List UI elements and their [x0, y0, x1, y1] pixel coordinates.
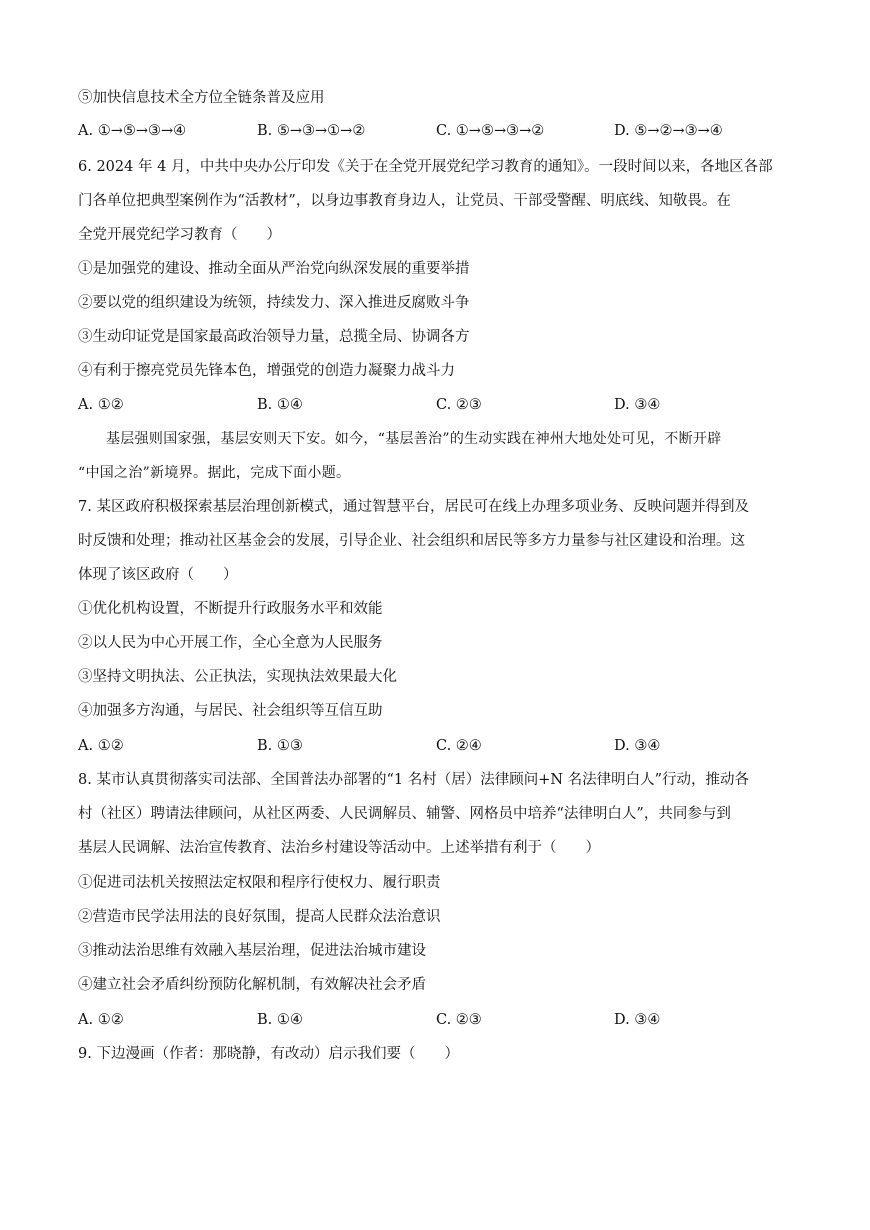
q7-option-d: D. ③④: [614, 738, 661, 754]
q7-item-3: ③坚持文明执法、公正执法，实现执法效果最大化: [78, 669, 397, 685]
q5-item-5: ⑤加快信息技术全方位全链条普及应用: [78, 90, 325, 106]
q8-option-d: D. ③④: [614, 1012, 661, 1028]
q7-options: [78, 736, 798, 756]
q6-option-c: C. ②③: [436, 397, 482, 413]
q6-item-1: ①是加强党的建设、推动全面从严治党向纵深发展的重要举措: [78, 261, 470, 277]
q7-item-1: ①优化机构设置，不断提升行政服务水平和效能: [78, 601, 383, 617]
q7-stem-line-1: 7. 某区政府积极探索基层治理创新模式，通过智慧平台，居民可在线上办理多项业务、反映问题并得到及: [78, 499, 749, 515]
q7-stem-line-3: 体现了该区政府（ ）: [78, 567, 238, 583]
q8-item-3: ③推动法治思维有效融入基层治理，促进法治城市建设: [78, 943, 426, 959]
q5-option-c: C. ①→⑤→③→②: [436, 123, 545, 139]
q6-option-a: A. ①②: [78, 397, 124, 413]
q5-options: [78, 121, 798, 141]
q8-item-2: ②营造市民学法用法的良好氛围，提高人民群众法治意识: [78, 909, 441, 925]
q7-option-c: C. ②④: [436, 738, 482, 754]
q8-stem-line-2: 村（社区）聘请法律顾问，从社区两委、人民调解员、辅警、网格员中培养“法律明白人”，共同参与到: [78, 806, 731, 822]
q7-option-b: B. ①③: [257, 738, 303, 754]
q8-stem-line-1: 8. 某市认真贯彻落实司法部、全国普法办部署的“1 名村（居）法律顾问+N 名法律明白人”行动，推动各: [78, 772, 750, 788]
q6-item-4: ④有利于擦亮党员先锋本色，增强党的创造力凝聚力战斗力: [78, 363, 455, 379]
q6-option-d: D. ③④: [614, 397, 661, 413]
material-line-1: 基层强则国家强，基层安则天下安。如今，“基层善治”的生动实践在神州大地处处可见，不断开辟: [106, 431, 722, 447]
q9-stem: 9. 下边漫画（作者：那晓静，有改动）启示我们要（ ）: [78, 1046, 459, 1062]
q6-stem-line-1: 6. 2024 年 4 月，中共中央办公厅印发《关于在全党开展党纪学习教育的通知》。一段时间以来，各地区各部: [78, 159, 773, 175]
q5-option-b: B. ⑤→③→①→②: [257, 123, 366, 139]
q6-options: [78, 395, 798, 415]
q8-option-c: C. ②③: [436, 1012, 482, 1028]
q6-item-3: ③生动印证党是国家最高政治领导力量，总揽全局、协调各方: [78, 329, 470, 345]
q7-item-4: ④加强多方沟通，与居民、社会组织等互信互助: [78, 703, 383, 719]
q5-option-a: A. ①→⑤→③→④: [78, 123, 187, 139]
q6-stem-line-3: 全党开展党纪学习教育（ ）: [78, 227, 281, 243]
q6-stem-line-2: 门各单位把典型案例作为“活教材”，以身边事教育身边人，让党员、干部受警醒、明底线、知敬畏。在: [78, 193, 731, 209]
q8-item-1: ①促进司法机关按照法定权限和程序行使权力、履行职责: [78, 875, 441, 891]
q8-options: [78, 1010, 798, 1030]
q6-item-2: ②要以党的组织建设为统领，持续发力、深入推进反腐败斗争: [78, 295, 470, 311]
q7-item-2: ②以人民为中心开展工作，全心全意为人民服务: [78, 635, 383, 651]
q7-stem-line-2: 时反馈和处理；推动社区基金会的发展，引导企业、社会组织和居民等多方力量参与社区建设和治理。这: [78, 533, 745, 549]
q5-option-d: D. ⑤→②→③→④: [614, 123, 723, 139]
q8-option-b: B. ①④: [257, 1012, 303, 1028]
q8-item-4: ④建立社会矛盾纠纷预防化解机制，有效解决社会矛盾: [78, 977, 426, 993]
q7-option-a: A. ①②: [78, 738, 124, 754]
material-line-2: “中国之治”新境界。据此，完成下面小题。: [78, 465, 351, 481]
q8-stem-line-3: 基层人民调解、法治宣传教育、法治乡村建设等活动中。上述举措有利于（ ）: [78, 840, 600, 856]
q8-option-a: A. ①②: [78, 1012, 124, 1028]
q6-option-b: B. ①④: [257, 397, 303, 413]
